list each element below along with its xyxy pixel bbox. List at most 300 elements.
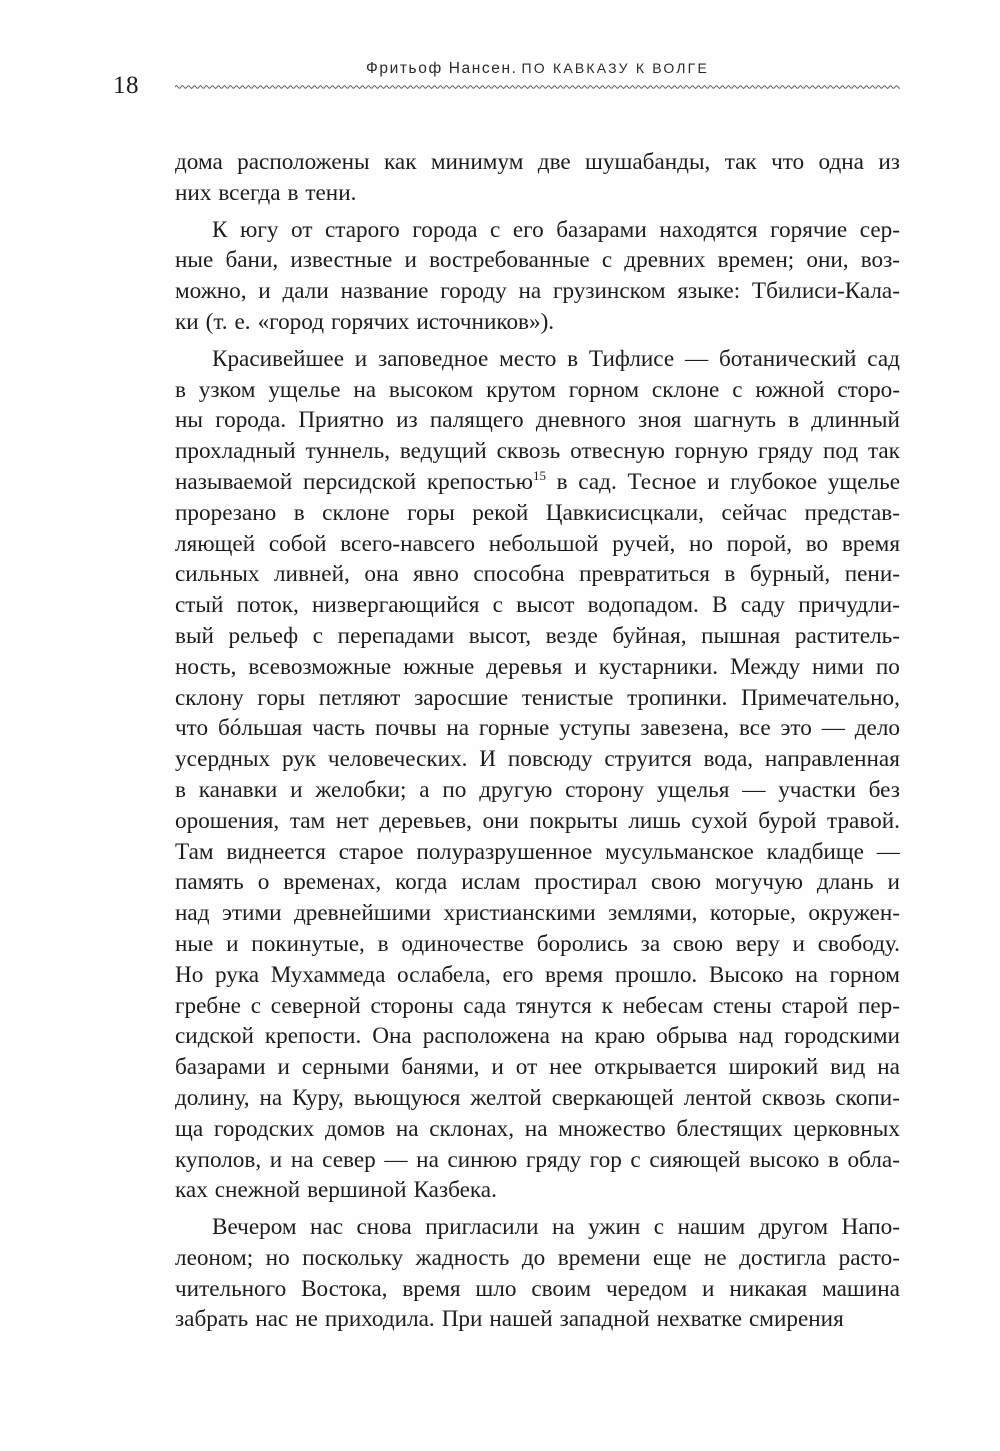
word: боролись: [536, 930, 628, 957]
word: приходила.: [324, 1306, 435, 1333]
word: долину,: [175, 1084, 250, 1111]
word: перепадами: [337, 622, 455, 649]
word: с: [601, 247, 613, 274]
word: на: [446, 715, 470, 742]
word: В: [712, 592, 728, 619]
word: северной: [270, 992, 361, 1019]
word: ними: [812, 653, 864, 680]
text-line: [175, 307, 900, 338]
word: струится: [604, 746, 692, 773]
word: И: [479, 746, 497, 773]
word: Цавкисисцкали,: [545, 499, 704, 526]
word: на: [551, 1214, 575, 1241]
word: на: [560, 1023, 584, 1050]
word: направленная: [764, 746, 900, 773]
word: палящего: [429, 407, 524, 434]
word: сад: [867, 345, 900, 372]
word: его: [512, 216, 544, 243]
word: но: [265, 1244, 290, 1271]
word: отвесную: [570, 438, 665, 465]
word: вершиной: [307, 1177, 407, 1204]
word: своим: [531, 1275, 592, 1302]
word: рельеф: [228, 622, 299, 649]
word: высот: [516, 592, 575, 619]
text-line: [175, 245, 900, 276]
word: старое: [338, 838, 404, 865]
word: крепости.: [264, 1023, 362, 1050]
text-line: [175, 991, 900, 1022]
word: Между: [730, 653, 801, 680]
word: туннель,: [305, 438, 390, 465]
word: ные: [175, 930, 214, 957]
word: по: [442, 776, 467, 803]
word: с: [490, 216, 501, 243]
text-line: [175, 215, 900, 246]
text-line: [175, 898, 900, 929]
word: ослабела,: [397, 961, 491, 988]
word: дневного: [535, 407, 626, 434]
text-line: [175, 276, 900, 307]
text-line: [175, 1145, 900, 1176]
word: в: [827, 1146, 839, 1173]
text-line: [175, 837, 900, 868]
word: канавки: [198, 776, 278, 803]
word: горном: [829, 961, 900, 988]
word: пени-: [844, 561, 900, 588]
word: свою: [651, 869, 702, 896]
header-title: ПО КАВКАЗУ К ВОЛГЕ: [521, 60, 709, 76]
word: водопадом.: [587, 592, 699, 619]
word: вый: [175, 622, 214, 649]
running-header: [175, 60, 900, 91]
word: рекой: [472, 499, 529, 526]
word: христианскими: [443, 900, 596, 927]
word: синюю: [447, 1146, 518, 1173]
word: Но: [175, 961, 204, 988]
word: лишь: [628, 807, 681, 834]
word: ущелье: [268, 376, 341, 403]
word: длань: [816, 869, 874, 896]
word: тени.: [305, 179, 357, 206]
word: можно,: [175, 278, 247, 305]
word: открывается: [594, 1054, 717, 1081]
word: Куру,: [292, 1084, 344, 1111]
text-line: [175, 775, 900, 806]
paragraph: [175, 1212, 900, 1335]
footnote-ref[interactable]: 15: [532, 467, 546, 483]
word: широкий: [728, 1054, 819, 1081]
word: К: [212, 216, 228, 243]
word: Мухаммеда: [270, 961, 386, 988]
word: одиночестве: [401, 930, 524, 957]
word: Вечером: [212, 1214, 297, 1241]
word: Там: [175, 838, 214, 865]
word: деревья: [486, 653, 563, 680]
word: никакая: [729, 1275, 808, 1302]
word: буйная,: [612, 622, 687, 649]
word: Красивейшее: [212, 345, 345, 372]
word: в: [287, 179, 299, 206]
word: с: [492, 592, 503, 619]
word: зноя: [638, 407, 682, 434]
word: на: [518, 278, 542, 305]
word: дело: [854, 715, 900, 742]
text-line: [175, 929, 900, 960]
text-line: [175, 178, 900, 209]
word: как: [383, 149, 417, 175]
word: Казбека.: [413, 1177, 497, 1204]
word: заповедное: [378, 345, 489, 372]
word: виднеется: [226, 838, 326, 865]
word: бурный,: [749, 561, 831, 588]
word: При: [441, 1306, 483, 1333]
word: которые,: [709, 900, 796, 927]
word: и: [707, 468, 720, 495]
word: так: [867, 438, 900, 465]
word: одна: [818, 149, 864, 175]
word: и: [792, 930, 805, 957]
word: нас: [310, 1214, 344, 1241]
word: воз-: [860, 247, 900, 274]
word: гряду: [525, 1146, 582, 1173]
word: и: [269, 1146, 283, 1173]
word: место: [499, 345, 557, 372]
text-line: [175, 147, 900, 178]
text-line: [175, 590, 900, 621]
word: свободу.: [817, 930, 900, 957]
word: достигла: [739, 1244, 827, 1271]
word: над: [175, 900, 210, 927]
word: нас: [255, 1306, 289, 1333]
word: желобки;: [315, 776, 407, 803]
word: еще: [652, 1244, 692, 1271]
word: они: [482, 807, 519, 834]
text-line: [175, 867, 900, 898]
word: —: [384, 1146, 408, 1173]
word: серными: [301, 1054, 390, 1081]
word: сидской: [175, 1023, 254, 1050]
word: гор: [589, 1146, 622, 1173]
word: другую: [479, 776, 553, 803]
word: на: [795, 961, 818, 988]
word: гряду: [757, 438, 814, 465]
word: —: [821, 715, 845, 742]
text-line: [175, 529, 900, 560]
word: ща: [175, 1115, 204, 1142]
word: землями,: [608, 900, 698, 927]
word: сторону: [565, 776, 645, 803]
word: и: [290, 776, 303, 803]
word: сада: [463, 992, 507, 1019]
word: на: [877, 1054, 900, 1081]
word: что: [771, 149, 805, 175]
word: с: [630, 1146, 641, 1173]
word: с: [653, 1214, 665, 1241]
word: всегда: [218, 179, 281, 206]
word: представ-: [804, 499, 900, 526]
word: ужин: [588, 1214, 641, 1241]
word: дома: [175, 149, 223, 175]
word: банями,: [401, 1054, 480, 1081]
word: ислам: [461, 869, 521, 896]
word: там: [289, 807, 326, 834]
text-line: [175, 1212, 900, 1243]
word: бóльшая: [217, 715, 303, 742]
word: крепостью$^{15}$: [426, 467, 546, 495]
word: в: [724, 561, 736, 588]
word: небесам: [622, 992, 704, 1019]
word: север: [322, 1146, 376, 1173]
word: обла-: [847, 1146, 900, 1173]
word: из: [396, 407, 418, 434]
word: снежной: [214, 1177, 301, 1204]
word: и: [574, 653, 587, 680]
word: Примечательно,: [741, 684, 900, 711]
word: сверкающей: [551, 1084, 674, 1111]
word: две: [537, 149, 571, 175]
word: (т.: [205, 308, 228, 335]
text-line: [175, 467, 900, 498]
word: куполов,: [175, 1146, 262, 1173]
text-line: [175, 713, 900, 744]
word: название: [340, 278, 429, 305]
word: южной: [755, 376, 825, 403]
word: Высоко: [708, 961, 784, 988]
paragraph: [175, 215, 900, 338]
word: —: [684, 345, 709, 372]
word: мусульманское: [605, 838, 754, 865]
word: нашим: [677, 1214, 746, 1241]
word: города.: [215, 407, 287, 434]
word: смирения: [749, 1306, 844, 1333]
word: Востока,: [301, 1275, 388, 1302]
word: высот,: [468, 622, 532, 649]
word: Она: [372, 1023, 412, 1050]
word: сухой: [691, 807, 748, 834]
word: в: [175, 776, 186, 803]
word: чительного: [175, 1275, 287, 1302]
word: церковных: [793, 1115, 900, 1142]
word: заросшие: [414, 684, 509, 711]
word: способна: [473, 561, 565, 588]
word: городскими: [784, 1023, 900, 1050]
word: забрать: [175, 1306, 249, 1333]
word: над: [738, 1023, 774, 1050]
word: порой,: [726, 530, 793, 557]
word: этими: [221, 900, 282, 927]
word: городу: [440, 278, 507, 305]
word: горы: [257, 684, 306, 711]
word: городских: [213, 1115, 315, 1142]
word: время: [841, 530, 900, 557]
word: расто-: [838, 1244, 900, 1271]
text-line: [175, 1243, 900, 1274]
word: покрыты: [529, 807, 618, 834]
word: грузинском: [552, 278, 666, 305]
word: на: [524, 1115, 548, 1142]
word: причудли-: [798, 592, 900, 619]
text-line: [175, 1021, 900, 1052]
word: человеческих.: [327, 746, 468, 773]
word: горном: [568, 376, 640, 403]
word: ках: [175, 1177, 208, 1204]
word: в: [556, 468, 568, 495]
word: склону: [175, 684, 244, 711]
word: востребованные: [429, 247, 590, 274]
word: склоне: [651, 376, 720, 403]
word: ущелья: [656, 776, 730, 803]
word: времени: [557, 1244, 641, 1271]
word: гребне: [175, 992, 241, 1019]
page-number: 18: [113, 72, 139, 99]
word: саду: [740, 592, 785, 619]
word: ные: [175, 247, 214, 274]
word: сейчас: [721, 499, 787, 526]
word: его: [502, 961, 534, 988]
word: полуразрушенное: [416, 838, 593, 865]
word: и: [887, 869, 900, 896]
word: скопи-: [835, 1084, 900, 1111]
paragraph: [175, 147, 900, 209]
word: е.: [234, 308, 251, 335]
word: о: [257, 869, 270, 896]
word: нее: [549, 1054, 583, 1081]
word: города: [412, 216, 478, 243]
word: а: [419, 776, 430, 803]
word: тянутся: [515, 992, 592, 1019]
word: могучую: [714, 869, 803, 896]
word: прошло.: [614, 961, 698, 988]
word: участки: [778, 776, 856, 803]
word: в: [377, 930, 389, 957]
paragraph: [175, 344, 900, 1206]
word: южные: [403, 653, 475, 680]
word: западной: [559, 1306, 650, 1333]
body-text: [175, 147, 900, 1341]
word: югу: [240, 216, 279, 243]
word: нашей: [489, 1306, 553, 1333]
word: длинный: [811, 407, 900, 434]
word: высоком: [388, 376, 474, 403]
word: и: [491, 1054, 504, 1081]
word: горячие: [770, 216, 848, 243]
word: сияющей: [649, 1146, 741, 1173]
word: сквозь: [761, 1084, 826, 1111]
word: тропинки.: [627, 684, 728, 711]
word: древнейшими: [293, 900, 432, 927]
word: и: [226, 930, 239, 957]
word: сторо-: [837, 376, 900, 403]
word: деревьев,: [379, 807, 472, 834]
word: временах,: [283, 869, 382, 896]
text-line: [175, 559, 900, 590]
word: петляют: [318, 684, 401, 711]
text-line: [175, 652, 900, 683]
word: ущелье: [827, 468, 900, 495]
word: вода,: [703, 746, 754, 773]
word: с: [312, 622, 324, 649]
word: жадность: [415, 1244, 510, 1271]
word: рука: [215, 961, 260, 988]
word: тенистые: [521, 684, 614, 711]
word: известные: [290, 247, 393, 274]
word: базарами: [175, 1054, 266, 1081]
word: языке:: [677, 278, 741, 305]
text-line: [175, 960, 900, 991]
word: по: [875, 653, 900, 680]
word: нет: [335, 807, 369, 834]
word: поскольку: [302, 1244, 404, 1271]
word: когда: [395, 869, 448, 896]
word: и: [277, 1054, 290, 1081]
word: от: [291, 216, 313, 243]
word: сквозь: [496, 438, 561, 465]
word: за: [640, 930, 661, 957]
word: небольшой: [488, 530, 599, 557]
word: все: [738, 715, 771, 742]
text-line: [175, 1052, 900, 1083]
word: повсюду: [507, 746, 593, 773]
word: глубокое: [730, 468, 818, 495]
word: горные: [478, 715, 550, 742]
word: древних: [624, 247, 706, 274]
word: почвы: [374, 715, 437, 742]
word: ки: [175, 308, 199, 335]
word: собой: [268, 530, 327, 557]
word: источников»).: [416, 308, 555, 335]
word: сильных: [175, 561, 260, 588]
word: склоне: [322, 499, 390, 526]
word: в: [175, 376, 186, 403]
word: завезена,: [640, 715, 730, 742]
word: бурой: [758, 807, 817, 834]
word: леоном;: [175, 1244, 254, 1271]
word: времен;: [717, 247, 795, 274]
word: Приятно: [298, 407, 384, 434]
word: ны: [175, 407, 203, 434]
word: веру: [735, 930, 780, 957]
word: горы: [407, 499, 455, 526]
word: от: [515, 1054, 538, 1081]
word: усердных: [175, 746, 271, 773]
word: на: [259, 1084, 283, 1111]
word: это: [780, 715, 812, 742]
word: время: [402, 1275, 461, 1302]
word: горную: [674, 438, 749, 465]
word: бани,: [225, 247, 279, 274]
word: до: [521, 1244, 546, 1271]
word: высоко: [749, 1146, 820, 1173]
word: дали: [282, 278, 329, 305]
word: превратиться: [579, 561, 710, 588]
word: в: [788, 407, 800, 434]
word: она: [364, 561, 399, 588]
word: кустарники.: [598, 653, 719, 680]
word: Тесное: [627, 468, 697, 495]
word: стый: [175, 592, 224, 619]
word: —: [742, 776, 766, 803]
word: персидской: [303, 468, 417, 495]
word: они,: [806, 247, 849, 274]
word: вид: [830, 1054, 866, 1081]
word: старого: [325, 216, 400, 243]
text-line: [175, 621, 900, 652]
word: «город: [257, 308, 324, 335]
text-line: [175, 1304, 900, 1335]
word: во: [805, 530, 829, 557]
word: машина: [822, 1275, 900, 1302]
text-line: [175, 806, 900, 837]
